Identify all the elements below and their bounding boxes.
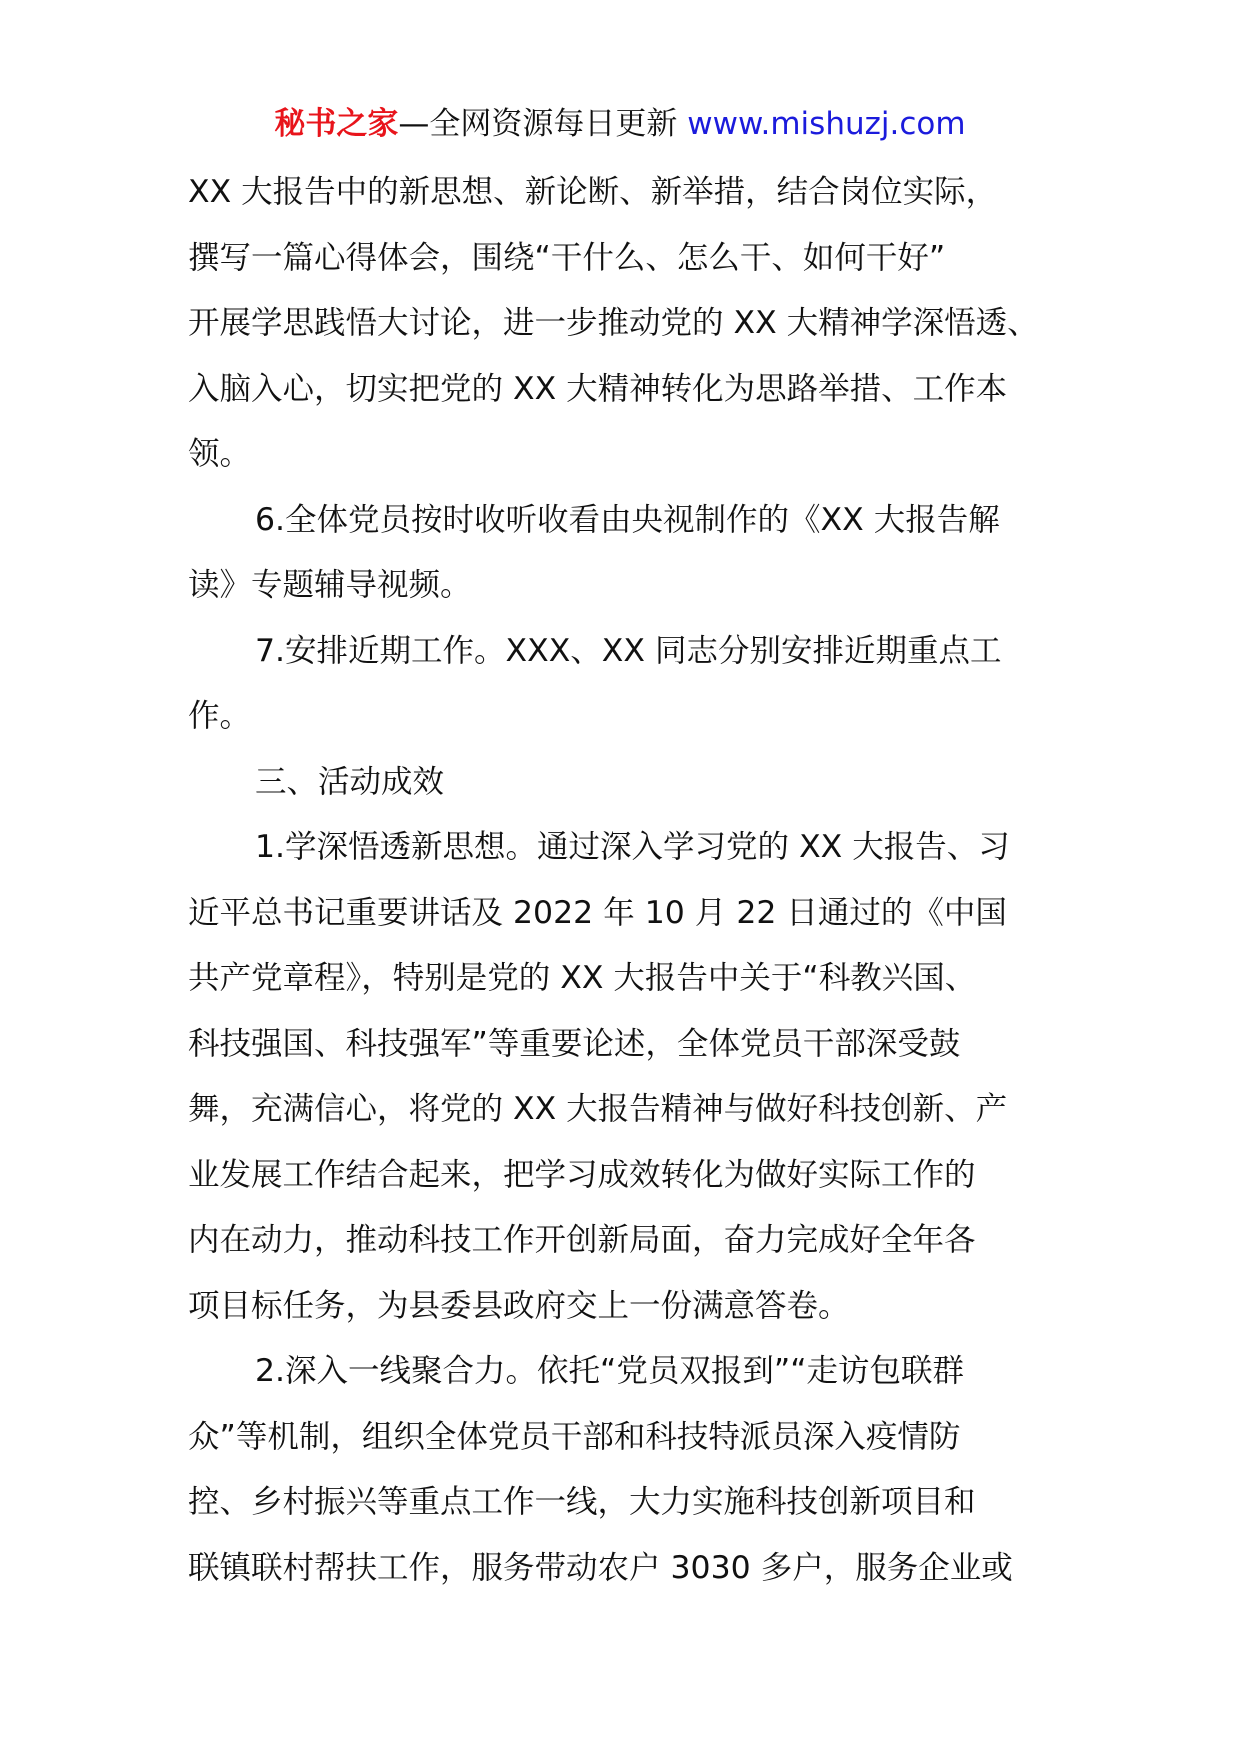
item-7-line: 7.安排近期工作。XXX、XX 同志分别安排近期重点工 [255, 632, 1002, 669]
body-line: 作。 [188, 698, 252, 734]
body-line: 科技强国、科技强军”等重要论述，全体党员干部深受鼓 [188, 1025, 961, 1062]
body-line: 近平总书记重要讲话及 2022 年 10 月 22 日通过的《中国 [188, 894, 1007, 931]
body-line: XX 大报告中的新思想、新论断、新举措，结合岗位实际， [188, 174, 998, 210]
body-line: 众”等机制，组织全体党员干部和科技特派员深入疫情防 [188, 1418, 961, 1455]
body-line: 领。 [188, 436, 252, 472]
body-line: 内在动力，推动科技工作开创新局面，奋力完成好全年各 [188, 1222, 976, 1258]
item-2-line: 2.深入一线聚合力。依托“党员双报到”“走访包联群 [255, 1353, 965, 1389]
body-line: 入脑入心，切实把党的 XX 大精神转化为思路举措、工作本 [188, 370, 1008, 407]
site-url-link[interactable]: www.mishuzj.com [687, 106, 966, 142]
body-line: 开展学思践悟大讨论，进一步推动党的 XX 大精神学深悟透、 [188, 305, 1039, 341]
body-line: 读》专题辅导视频。 [188, 567, 472, 603]
body-line: 联镇联村帮扶工作，服务带动农户 3030 多户，服务企业或 [188, 1549, 1013, 1586]
body-line: 控、乡村振兴等重点工作一线，大力实施科技创新项目和 [188, 1484, 976, 1520]
item-6-line: 6.全体党员按时收听收看由央视制作的《XX 大报告解 [255, 501, 1000, 538]
header-tagline: —全网资源每日更新 [398, 106, 688, 142]
body-line: 共产党章程》，特别是党的 XX 大报告中关于“科教兴国、 [188, 960, 977, 996]
site-header [0, 104, 1240, 144]
section-heading: 三、活动成效 [255, 763, 445, 800]
body-line: 项目标任务，为县委县政府交上一份满意答卷。 [188, 1287, 850, 1324]
body-line: 舞，充满信心，将党的 XX 大报告精神与做好科技创新、产 [188, 1091, 1008, 1127]
brand-name: 秘书之家 [274, 106, 399, 142]
document-body [188, 160, 1058, 1601]
body-line: 业发展工作结合起来，把学习成效转化为做好实际工作的 [188, 1156, 976, 1193]
item-1-line: 1.学深悟透新思想。通过深入学习党的 XX 大报告、习 [255, 829, 1010, 865]
body-line: 撰写一篇心得体会，围绕“干什么、怎么干、如何干好” [188, 239, 946, 276]
